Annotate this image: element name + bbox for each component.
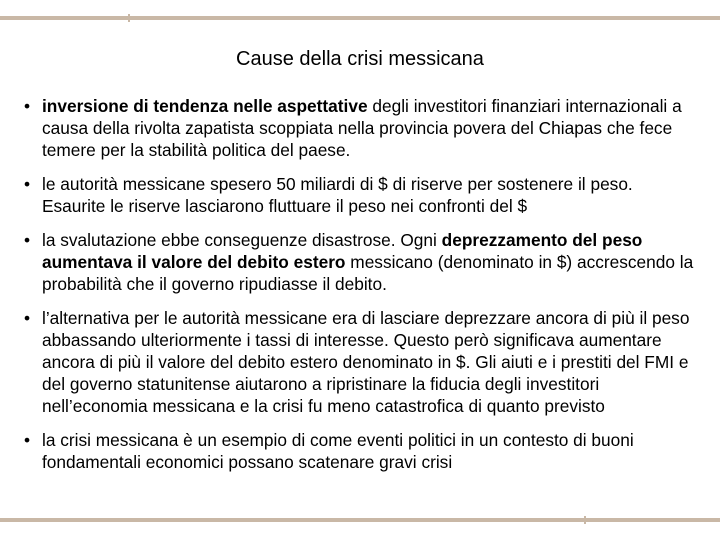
bullet-5-text: la crisi messicana è un esempio di come eventi politici in un contesto di buoni fondamentali economici possano scatenare gravi crisi xyxy=(42,430,634,472)
bullet-marker: • xyxy=(23,230,31,250)
bullet-2-text: le autorità messicane spesero 50 miliardi di $ di riserve per sostenere il peso. Esaurite le riserve lasciarono fluttuare il peso nei confronti del $ xyxy=(42,174,633,216)
top-decorative-rule xyxy=(0,16,720,20)
bullet-item-4 xyxy=(20,307,700,417)
bullet-marker: • xyxy=(23,174,31,194)
bullet-item-1 xyxy=(20,95,700,161)
bullet-4-text: l’alternativa per le autorità messicane era di lasciare deprezzare ancora di più il peso abbassando ulteriormente i tassi di interesse. Questo però significava aumentare ancora di più il valore del debito estero denominato in $. Gli aiuti e i prestiti del FMI e del governo statunitense aiutarono a ripristinare la fiducia degli investitori nell’economia messicana e la crisi fu meno catastrofica di quanto previsto xyxy=(42,308,690,416)
bullet-1-text: degli investitori finanziari internazionali a causa della rivolta zapatista scoppiata nella provincia povera del Chiapas che fece temere per la stabilità politica del paese. xyxy=(42,96,682,160)
bullet-3-bold: deprezzamento del peso aumentava il valore del debito estero xyxy=(42,230,643,272)
bottom-decorative-rule xyxy=(0,518,720,522)
bullet-3-text-after: messicano (denominato in $) accrescendo la probabilità che il governo ripudiasse il debito. xyxy=(42,252,694,294)
bullet-list xyxy=(20,95,700,485)
bullet-marker: • xyxy=(23,308,31,328)
bullet-item-2 xyxy=(20,173,700,217)
bullet-marker: • xyxy=(23,96,31,116)
top-rule-notch xyxy=(128,14,130,22)
slide-title: Cause della crisi messicana xyxy=(236,48,484,70)
bullet-item-3 xyxy=(20,229,700,295)
bullet-1-bold-lead: inversione di tendenza nelle aspettative xyxy=(42,96,368,116)
bullet-item-5 xyxy=(20,429,700,473)
bottom-rule-notch xyxy=(584,516,586,524)
bullet-3-text-before: la svalutazione ebbe conseguenze disastrose. Ogni xyxy=(42,230,442,250)
bullet-marker: • xyxy=(23,430,31,450)
